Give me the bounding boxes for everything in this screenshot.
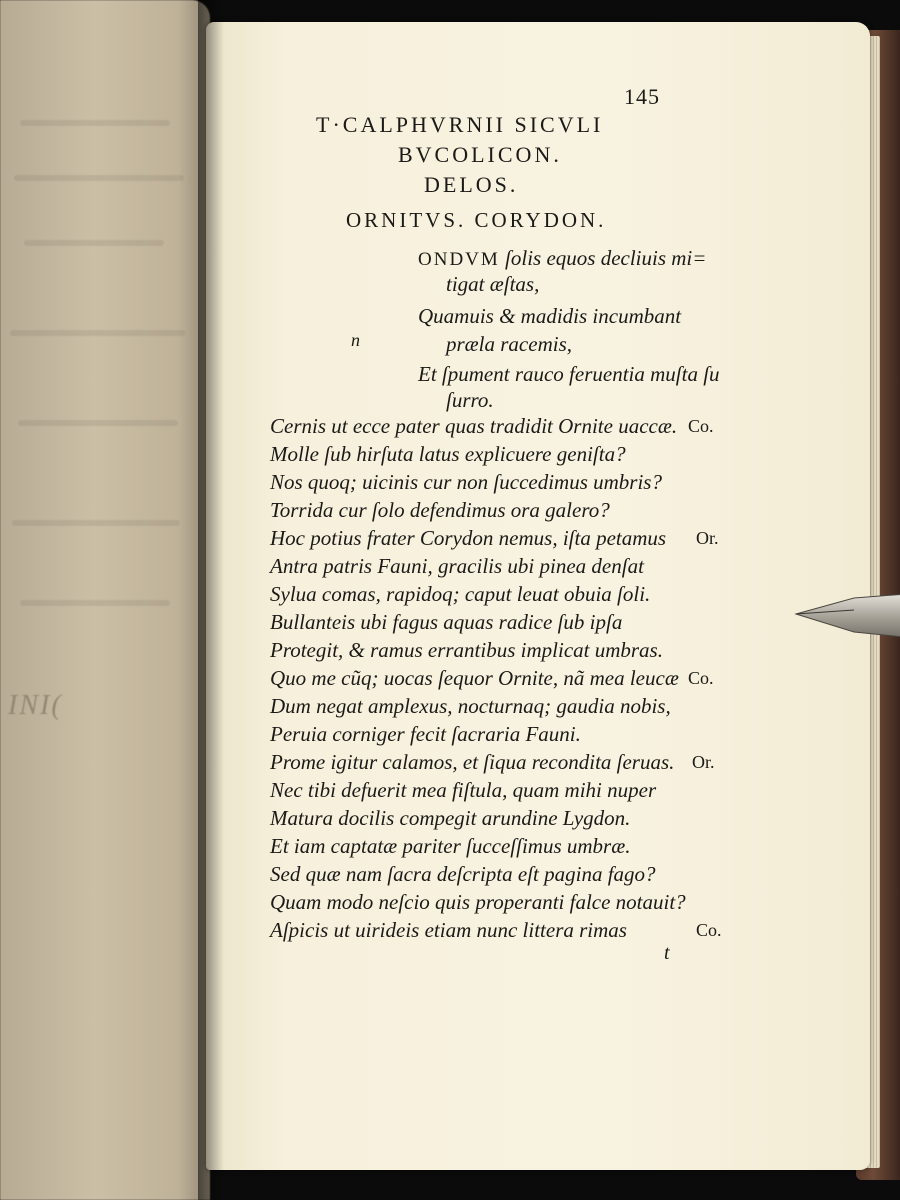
verse-line: Nec tibi defuerit mea fiſtula, quam mihi nuper [270, 778, 657, 802]
speaker-marker: Or. [696, 528, 719, 548]
facing-left-page [0, 0, 210, 1200]
verse-line: Bullanteis ubi fagus aquas radice ſub ipſa [270, 610, 623, 634]
verse-line: Et iam captatæ pariter ſucceſſimus umbræ. [270, 834, 631, 858]
left-page-fragment: INI( [8, 690, 63, 721]
book-page [206, 22, 870, 1170]
header-work: BVCOLICON. [398, 142, 562, 167]
verse-line: Protegit, & ramus errantibus implicat umbras. [270, 638, 663, 662]
opening-line-2: tigat æſtas, [446, 272, 540, 296]
verse-line: Prome igitur calamos, et ſiqua recondita ſeruas. [270, 750, 675, 774]
opening-initial-word: ONDVM [418, 249, 500, 270]
opening-line-1-text: ſolis equos decliuis mi= [499, 246, 707, 270]
verse-line: Quo me cũq; uocas ſequor Ornite, nã mea leucæ [270, 666, 679, 690]
verse-line: Antra patris Fauni, gracilis ubi pinea denſat [270, 554, 644, 578]
verse-line: Peruia corniger fecit ſacraria Fauni. [270, 722, 581, 746]
header-section: DELOS. [424, 172, 519, 197]
speaker-marker: Co. [688, 416, 714, 436]
gutter-shadow [198, 0, 224, 1200]
verse-line: Quam modo neſcio quis properanti falce notauit? [270, 890, 686, 914]
verse-line: Cernis ut ecce pater quas tradidit Ornite uaccæ. [270, 414, 678, 438]
opening-line-4: præla racemis, [446, 332, 572, 356]
verse-line: Sed quæ nam ſacra deſcripta eſt pagina fago? [270, 862, 656, 886]
verse-line: Sylua comas, rapidoq; caput leuat obuia ſoli. [270, 582, 651, 606]
speaker-marker: Or. [692, 752, 715, 772]
catchword: t [664, 942, 670, 964]
page-number: 145 [624, 84, 660, 109]
opening-line-6: ſurro. [446, 388, 494, 412]
speaker-marker: Co. [696, 920, 722, 940]
verse-line: Hoc potius frater Corydon nemus, iſta petamus [270, 526, 667, 550]
pen-nib-icon [794, 588, 900, 644]
margin-note: n [351, 330, 360, 350]
verse-line: Molle ſub hirſuta latus explicuere geniſta? [270, 442, 626, 466]
speaker-marker: Co. [688, 668, 714, 688]
verse-line: Torrida cur ſolo defendimus ora galero? [270, 498, 610, 522]
opening-line-5: Et ſpument rauco feruentia muſta ſu [418, 362, 720, 386]
verse-line: Aſpicis ut uirideis etiam nunc littera rimas [270, 918, 627, 942]
header-author: T·CALPHVRNII SICVLI [316, 112, 604, 137]
verse-line: Dum negat amplexus, nocturnaq; gaudia nobis, [270, 694, 671, 718]
speakers-heading: ORNITVS. CORYDON. [346, 208, 607, 232]
verse-line: Nos quoq; uicinis cur non ſuccedimus umbris? [270, 470, 662, 494]
opening-line-3: Quamuis & madidis incumbant [418, 304, 682, 328]
verse-line: Matura docilis compegit arundine Lygdon. [270, 806, 631, 830]
opening-line-1 [418, 246, 706, 271]
